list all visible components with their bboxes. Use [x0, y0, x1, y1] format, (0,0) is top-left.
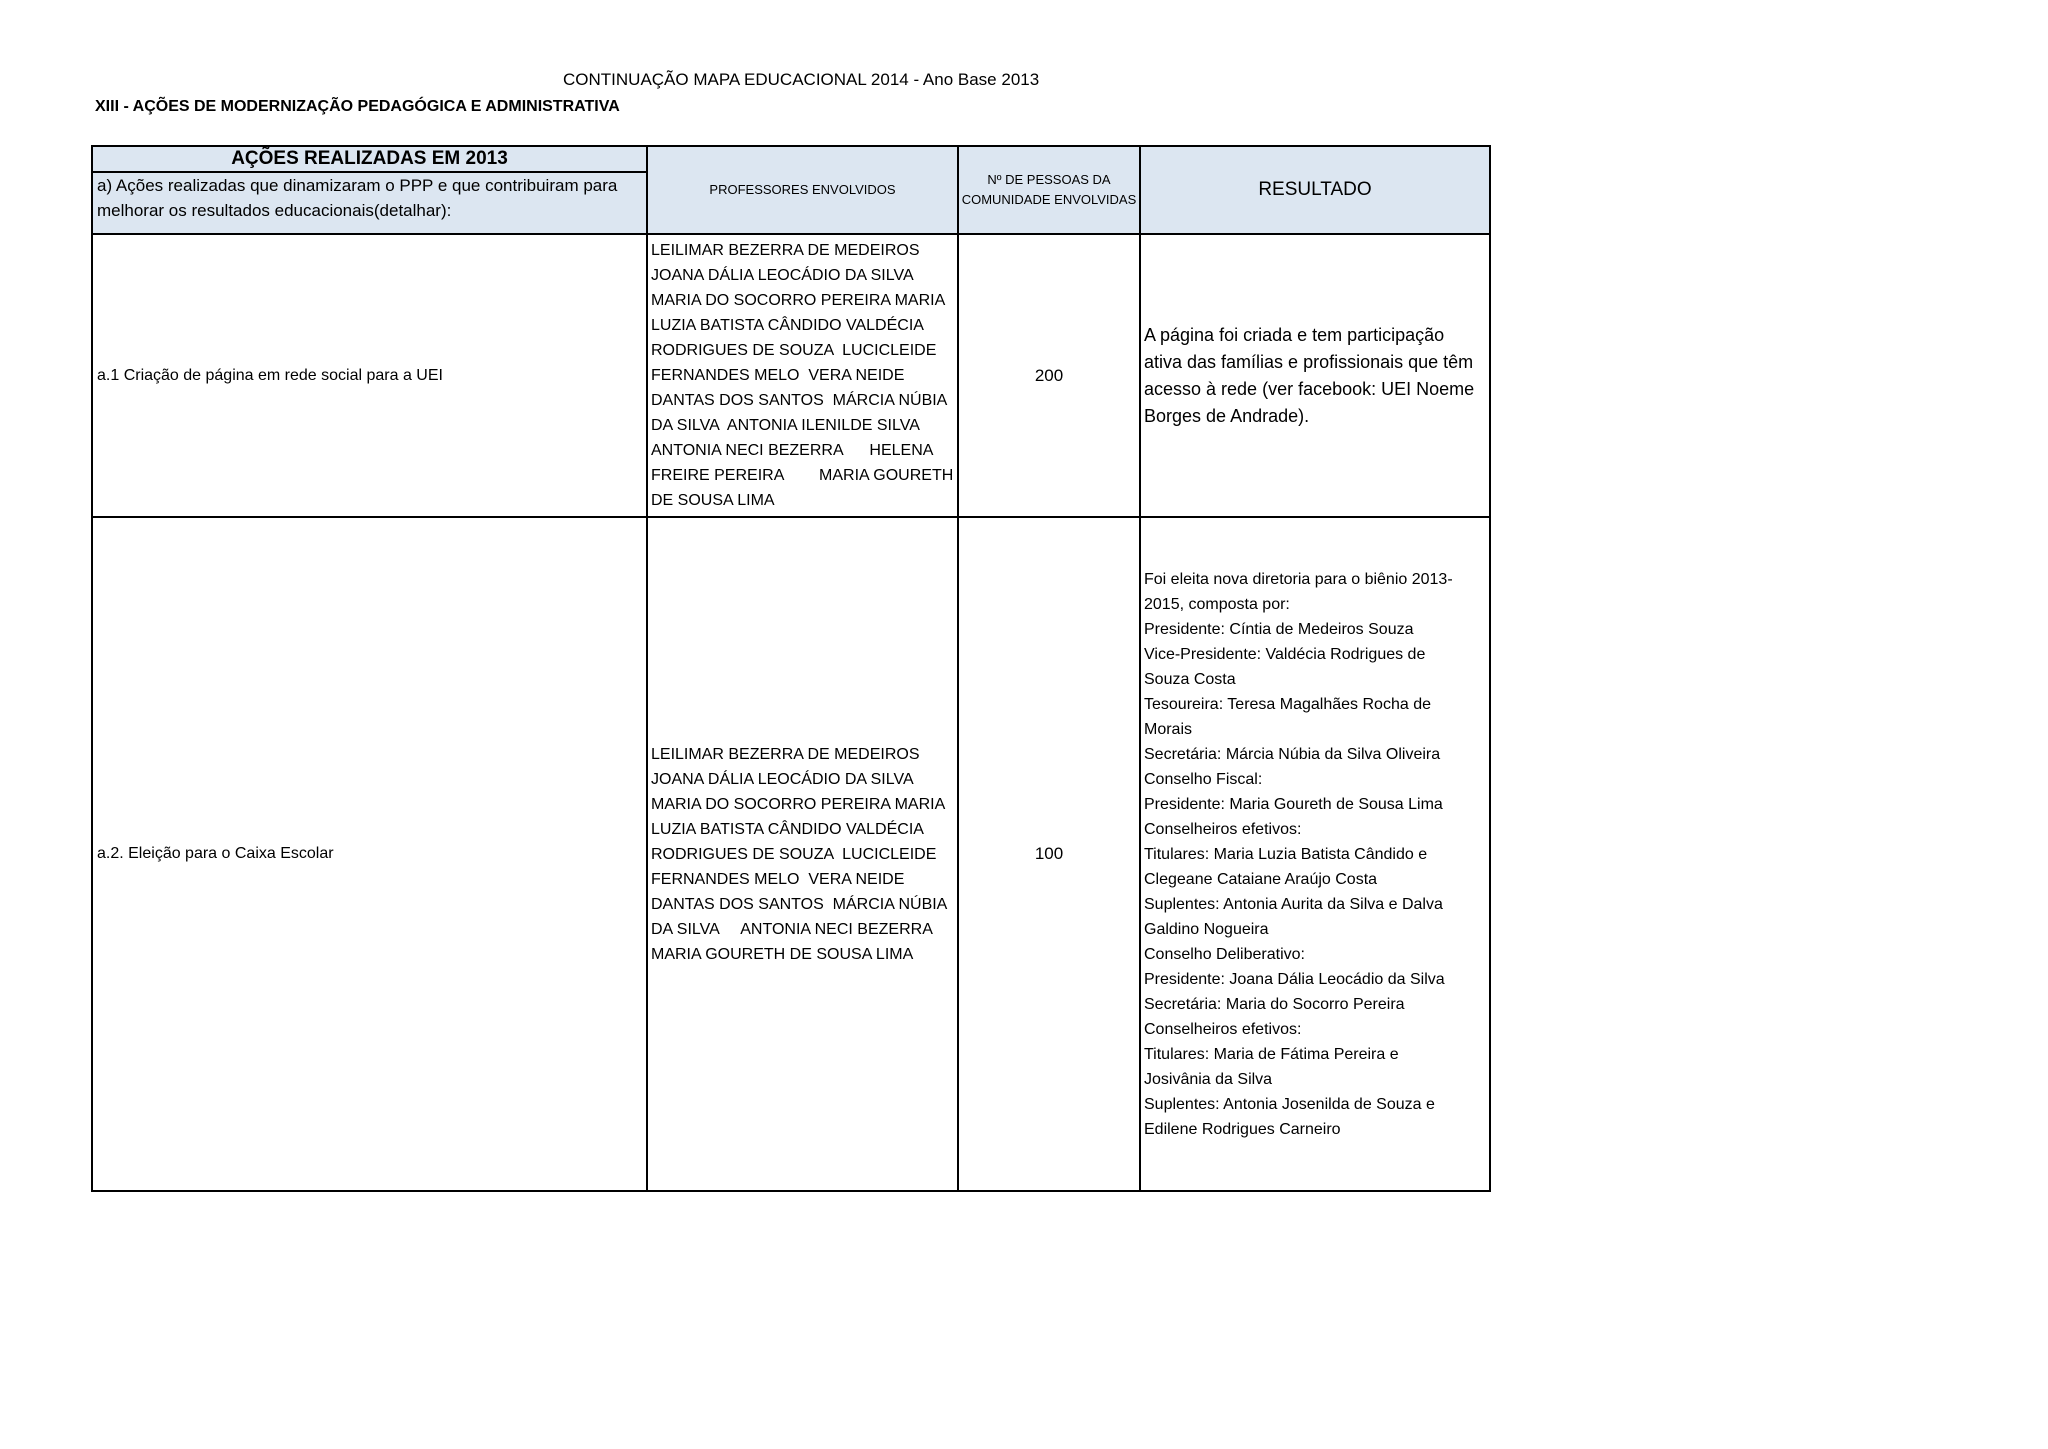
action-cell: a.1 Criação de página em rede social para a UEI — [92, 234, 647, 517]
header-actions-title: AÇÕES REALIZADAS EM 2013 — [92, 146, 647, 172]
document-title: CONTINUAÇÃO MAPA EDUCACIONAL 2014 - Ano Base 2013 — [563, 70, 1040, 89]
actions-table — [91, 145, 1491, 1192]
header-professors: PROFESSORES ENVOLVIDOS — [647, 146, 958, 234]
result-cell: Foi eleita nova diretoria para o biênio 2013- 2015, composta por: Presidente: Cíntia de Medeiros Souza Vice-Presidente: Valdécia Rodrigues de Souza Costa Tesoureira: Teresa Magalhães Rocha de Morais Secretária: Márcia Núbia da Silva Oliveira Conselho Fiscal: Presidente: Maria Goureth de Sousa Lima Conselheiros efetivos: Titulares: Maria Luzia Batista Cândido e Clegeane Cataiane Araújo Costa Suplentes: Antonia Aurita da Silva e Dalva Galdino Nogueira Conselho Deliberativo: Presidente: Joana Dália Leocádio da Silva Secretária: Maria do Socorro Pereira Conselheiros efetivos: Titulares: Maria de Fátima Pereira e Josivânia da Silva Suplentes: Antonia Josenilda de Souza e Edilene Rodrigues Carneiro — [1140, 517, 1490, 1191]
header-result: RESULTADO — [1140, 146, 1490, 234]
people-count-cell: 100 — [958, 517, 1140, 1191]
section-title: XIII - AÇÕES DE MODERNIZAÇÃO PEDAGÓGICA E ADMINISTRATIVA — [95, 98, 620, 115]
professors-cell: LEILIMAR BEZERRA DE MEDEIROS JOANA DÁLIA LEOCÁDIO DA SILVA MARIA DO SOCORRO PEREIRA MARIA LUZIA BATISTA CÂNDIDO VALDÉCIA RODRIGUES DE SOUZA LUCICLEIDE FERNANDES MELO VERA NEIDE DANTAS DOS SANTOS MÁRCIA NÚBIA DA SILVA ANTONIA NECI BEZERRA MARIA GOURETH DE SOUSA LIMA — [647, 517, 958, 1191]
result-cell: A página foi criada e tem participação ativa das famílias e profissionais que têm acesso à rede (ver facebook: UEI Noeme Borges de Andrade). — [1140, 234, 1490, 517]
header-actions-description: a) Ações realizadas que dinamizaram o PPP e que contribuiram para melhorar os resultados educacionais(detalhar): — [92, 172, 647, 234]
people-count-cell: 200 — [958, 234, 1140, 517]
professors-cell: LEILIMAR BEZERRA DE MEDEIROS JOANA DÁLIA LEOCÁDIO DA SILVA MARIA DO SOCORRO PEREIRA MARIA LUZIA BATISTA CÂNDIDO VALDÉCIA RODRIGUES DE SOUZA LUCICLEIDE FERNANDES MELO VERA NEIDE DANTAS DOS SANTOS MÁRCIA NÚBIA DA SILVA ANTONIA ILENILDE SILVA ANTONIA NECI BEZERRA HELENA FREIRE PEREIRA MARIA GOURETH DE SOUSA LIMA — [647, 234, 958, 517]
table-row — [92, 517, 1490, 1191]
action-cell: a.2. Eleição para o Caixa Escolar — [92, 517, 647, 1191]
header-people-count: Nº DE PESSOAS DA COMUNIDADE ENVOLVIDAS — [958, 146, 1140, 234]
table-header-row-1 — [92, 146, 1490, 172]
table-row — [92, 234, 1490, 517]
